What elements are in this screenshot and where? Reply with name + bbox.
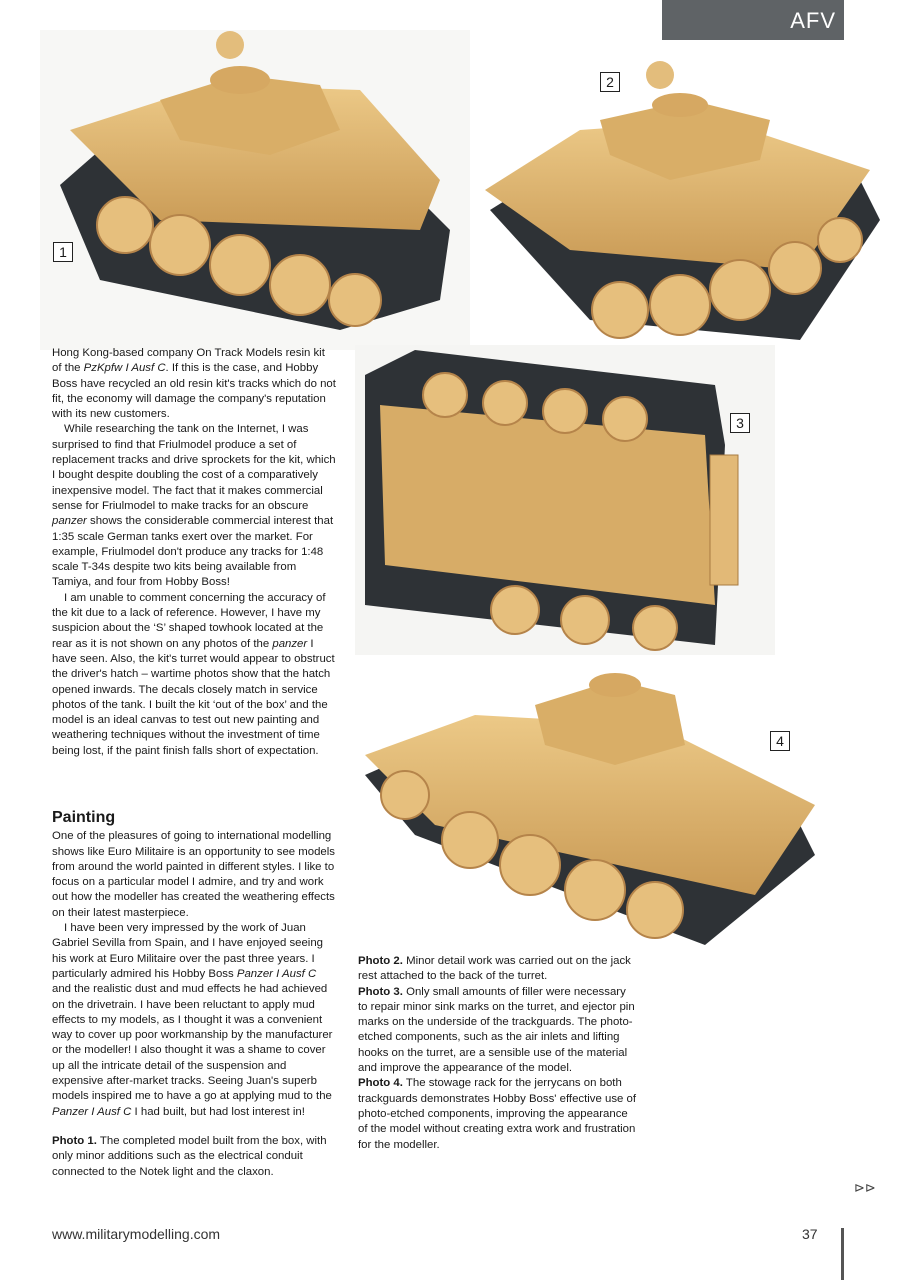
paragraph-1: Hong Kong-based company On Track Models resin kit of the PzKpfw I Ausf C. If this is the case, and Hobby Boss have recycled an old resin kit's tracks which do not fit, the economy will damage the company's reputation with its new customers. <box>52 347 336 421</box>
photo-1-tank-model <box>40 30 470 350</box>
painting-heading: Painting <box>52 809 116 826</box>
painting-section <box>52 810 337 1180</box>
photo-number-2: 2 <box>600 72 620 92</box>
caption-photo-3: Photo 3. Only small amounts of filler were necessary to repair minor sink marks on the turret, and ejector pin marks on the underside of the trackguards. The photo-etched components, such as the air inlets and lifting hooks on the turret, are a sensible use of the material and improve the appearance of the model. <box>358 985 635 1075</box>
body-column-left <box>52 346 337 759</box>
captions-right <box>358 954 638 1153</box>
caption-photo-4: Photo 4. The stowage rack for the jerrycans on both trackguards demonstrates Hobby Boss' effective use of photo-etched components, improving the appearance of the model without creating extra work and frustration for the modeller. <box>358 1077 637 1151</box>
paragraph-2: While researching the tank on the Internet, I was surprised to find that Friulmodel produce a set of replacement tracks and drive sprockets for the kit, which I bought despite doubling the cost of a comparatively inexpensive model. The fact that it makes commercial sense for Friulmodel to make tracks for an obscure panzer shows the considerable commercial interest that 1:35 scale German tanks exert over the market. For example, Friulmodel don't produce any tracks for 1:48 scale T-34s despite two kits being available from Tamiya, and four from Hobby Boss! <box>52 423 336 589</box>
photo-3-tank-model <box>355 345 775 655</box>
paragraph-5: I have been very impressed by the work of Juan Gabriel Sevilla from Spain, and I have enjoyed seeing his work at Euro Militaire over the past three years. I particularly admired his Hobby Boss Panzer I Ausf C and the realistic dust and mud effects he had achieved on the drivetrain. I have been reluctant to apply mud effects to my models, as I thought it was a convenient way to cover up poor workmanship by the manufacturer or the modeller! I also thought it was a shame to cover up all the intricate detail of the suspension and expensive after-market tracks. Seeing Juan's superb models inspired me to have a go at applying mud to the Panzer I Ausf C I had built, but had lost interest in! <box>52 922 333 1118</box>
page-edge-bar <box>841 1228 844 1280</box>
photo-2-tank-model <box>470 40 890 350</box>
paragraph-4: One of the pleasures of going to international modelling shows like Euro Militaire is an opportunity to see models from around the world painted in different styles. I like to focus on a particular model I admire, and try and work out how the modeller has created the weathering effects on their latest masterpiece. <box>52 830 335 919</box>
photo-number-1: 1 <box>53 242 73 262</box>
caption-photo-2: Photo 2. Minor detail work was carried out on the jack rest attached to the back of the turret. <box>358 955 631 983</box>
photo-number-4: 4 <box>770 731 790 751</box>
continue-arrow-icon: ⊳⊳ <box>854 1180 876 1195</box>
photo-number-3: 3 <box>730 413 750 433</box>
section-tag: AFV <box>662 0 844 42</box>
footer-website-link[interactable]: www.militarymodelling.com <box>52 1226 221 1242</box>
photo-4-tank-model <box>355 655 835 955</box>
caption-photo-1: Photo 1. The completed model built from the box, with only minor additions such as the electrical conduit connected to the Notek light and the claxon. <box>52 1134 327 1178</box>
page-number: 37 <box>802 1226 818 1242</box>
paragraph-3: I am unable to comment concerning the accuracy of the kit due to a lack of reference. However, I have my suspicion about the ‘S’ shaped towhook located at the rear as it is not shown on any photos of the panzer I have seen. Also, the kit's turret would appear to obstruct the driver's hatch – wartime photos show that the hatch opened inwards. The decals closely match in service photos of the tank. I built the kit ‘out of the box’ and the model is an ideal canvas to test out new painting and weathering techniques without the investment of time being lost, if the paint finish falls short of expectation. <box>52 591 335 757</box>
